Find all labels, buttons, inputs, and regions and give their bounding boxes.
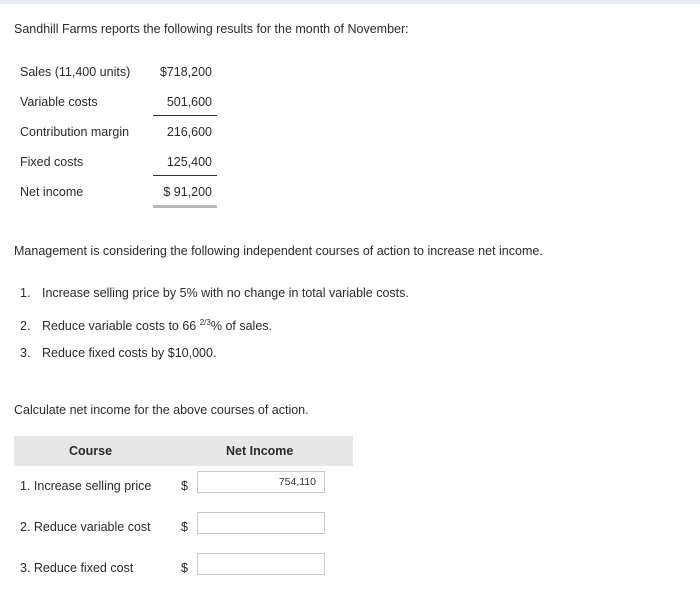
answer-row-reduce-variable-cost (14, 507, 353, 548)
course-column-header: Course (69, 444, 113, 458)
financial-value: $718,200 (159, 65, 212, 79)
course-label: 2. Reduce variable cost (20, 520, 151, 534)
net-income-input-1[interactable] (197, 471, 325, 493)
course-label: 3. Reduce fixed cost (20, 561, 134, 575)
course-label: 1. Increase selling price (20, 479, 152, 493)
financial-row-variable-costs (20, 88, 220, 118)
net-income-input-3[interactable] (197, 553, 325, 575)
subtotal-rule (153, 115, 217, 116)
subtotal-rule (153, 175, 217, 176)
courses-list (20, 285, 409, 375)
net-income-answer-table (14, 436, 353, 589)
answer-row-increase-selling-price (14, 466, 353, 507)
total-double-rule (153, 205, 217, 208)
financial-value: 501,600 (166, 95, 212, 109)
answer-row-reduce-fixed-cost (14, 548, 353, 589)
financial-value: 125,400 (166, 155, 212, 169)
fraction: 2/3 (199, 318, 211, 327)
financial-label: Net income (20, 185, 84, 199)
financial-value: $ 91,200 (163, 185, 212, 199)
financial-label: Contribution margin (20, 125, 130, 139)
financial-row-contribution-margin (20, 118, 220, 148)
intro-text: Sandhill Farms reports the following results for the month of November: (14, 22, 409, 36)
course-item: 3. Reduce fixed costs by $10,000. (20, 346, 217, 360)
top-border (0, 0, 700, 4)
financial-row-sales (20, 58, 220, 88)
financial-label: Sales (11,400 units) (20, 65, 131, 79)
financial-value: 216,600 (166, 125, 212, 139)
answer-table-header (14, 436, 353, 466)
currency-symbol: $ (181, 520, 188, 534)
currency-symbol: $ (181, 479, 188, 493)
course-item: 1. Increase selling price by 5% with no change in total variable costs. (20, 286, 409, 300)
financial-label: Variable costs (20, 95, 98, 109)
financial-row-net-income (20, 178, 220, 208)
financial-results-table (20, 58, 220, 208)
net-income-input-2[interactable] (197, 512, 325, 534)
financial-label: Fixed costs (20, 155, 84, 169)
net-income-column-header: Net Income (226, 444, 294, 458)
calculate-instruction: Calculate net income for the above courses of action. (14, 403, 309, 417)
financial-row-fixed-costs (20, 148, 220, 178)
course-item: 2. Reduce variable costs to 66 $^{2/3}$% of sales. (20, 318, 272, 334)
management-text: Management is considering the following independent courses of action to increase net income. (14, 244, 543, 258)
currency-symbol: $ (181, 561, 188, 575)
